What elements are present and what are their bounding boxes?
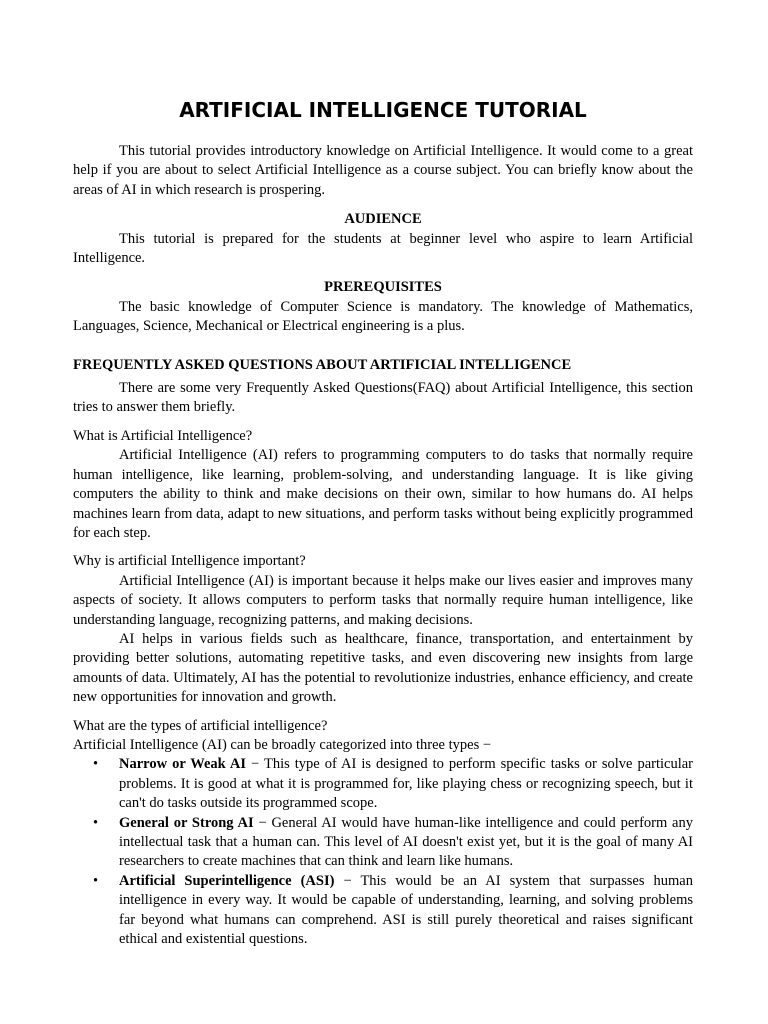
ai-type-separator: − — [246, 756, 264, 773]
ai-types-list — [73, 755, 693, 949]
ai-type-description: General AI would have human-like intelligence and could perform any intellectual task that a human can. This level of AI doesn't exist yet, but it is the goal of many AI researchers to create machines that can think and learn like humans. — [119, 814, 693, 870]
question-what-is-ai: What is Artificial Intelligence? — [73, 427, 253, 444]
audience-heading: AUDIENCE — [344, 211, 422, 228]
ai-type-separator: − — [334, 872, 361, 889]
document-page — [73, 96, 693, 949]
bullet-icon: • — [93, 814, 99, 831]
ai-type-separator: − — [253, 814, 272, 831]
audience-paragraph: This tutorial is prepared for the students at beginner level who aspire to learn Artificial Intelligence. — [73, 230, 693, 267]
bullet-icon: • — [93, 756, 99, 773]
prerequisites-heading: PREREQUISITES — [324, 279, 442, 296]
faq-intro-paragraph: There are some very Frequently Asked Questions(FAQ) about Artificial Intelligence, this section tries to answer them briefly. — [73, 380, 693, 416]
document-title: ARTIFICIAL INTELLIGENCE TUTORIAL — [179, 98, 587, 122]
types-of-ai-intro: Artificial Intelligence (AI) can be broadly categorized into three types − — [73, 736, 492, 753]
answer-why-ai-important-1: Artificial Intelligence (AI) is important because it helps make our lives easier and improves many aspects of society. It allows computers to perform tasks that normally require human intelligence, like understanding language, recognizing patterns, and making decisions. — [73, 572, 693, 628]
bullet-icon: • — [93, 872, 99, 889]
list-item — [93, 755, 693, 813]
faq-heading: FREQUENTLY ASKED QUESTIONS ABOUT ARTIFICIAL INTELLIGENCE — [73, 356, 572, 373]
ai-type-description: This type of AI is designed to perform specific tasks or solve particular problems. It is good at what it is programmed for, like playing chess or recognizing speech, but it can't do tasks outside its programmed scope. — [119, 756, 693, 812]
ai-type-description: This would be an AI system that surpasses human intelligence in every way. It would be capable of understanding, learning, and solving problems far beyond what humans can comprehend. ASI is still purely theoretical and raises significant ethical and existential questions. — [119, 872, 693, 948]
ai-type-name: Narrow or Weak AI — [119, 756, 247, 773]
answer-what-is-ai: Artificial Intelligence (AI) refers to programming computers to do tasks that normally require human intelligence, like learning, problem-solving, and understanding language. It is like giving computers the ability to think and make decisions on their own, similar to how humans do. AI helps machines learn from data, adapt to new situations, and perform tasks without being explicitly programmed for each step. — [73, 447, 693, 541]
list-item — [93, 872, 693, 950]
ai-type-name: Artificial Superintelligence (ASI) — [119, 872, 335, 889]
list-item — [93, 814, 693, 872]
question-types-of-ai: What are the types of artificial intelligence? — [73, 717, 328, 734]
question-why-ai-important: Why is artificial Intelligence important? — [73, 553, 306, 570]
ai-type-name: General or Strong AI — [119, 814, 254, 831]
answer-why-ai-important-2: AI helps in various fields such as healthcare, finance, transportation, and entertainment by providing better solutions, automating repetitive tasks, and even discovering new insights from large amounts of data. Ultimately, AI has the potential to revolutionize industries, enhance efficiency, and create new opportunities for innovation and growth. — [73, 630, 693, 706]
prerequisites-paragraph: The basic knowledge of Computer Science is mandatory. The knowledge of Mathematics, Languages, Science, Mechanical or Electrical engineering is a plus. — [73, 298, 693, 335]
intro-paragraph: This tutorial provides introductory knowledge on Artificial Intelligence. It would come to a great help if you are about to select Artificial Intelligence as a course subject. You can briefly know about the areas of AI in which research is prospering. — [73, 143, 693, 198]
